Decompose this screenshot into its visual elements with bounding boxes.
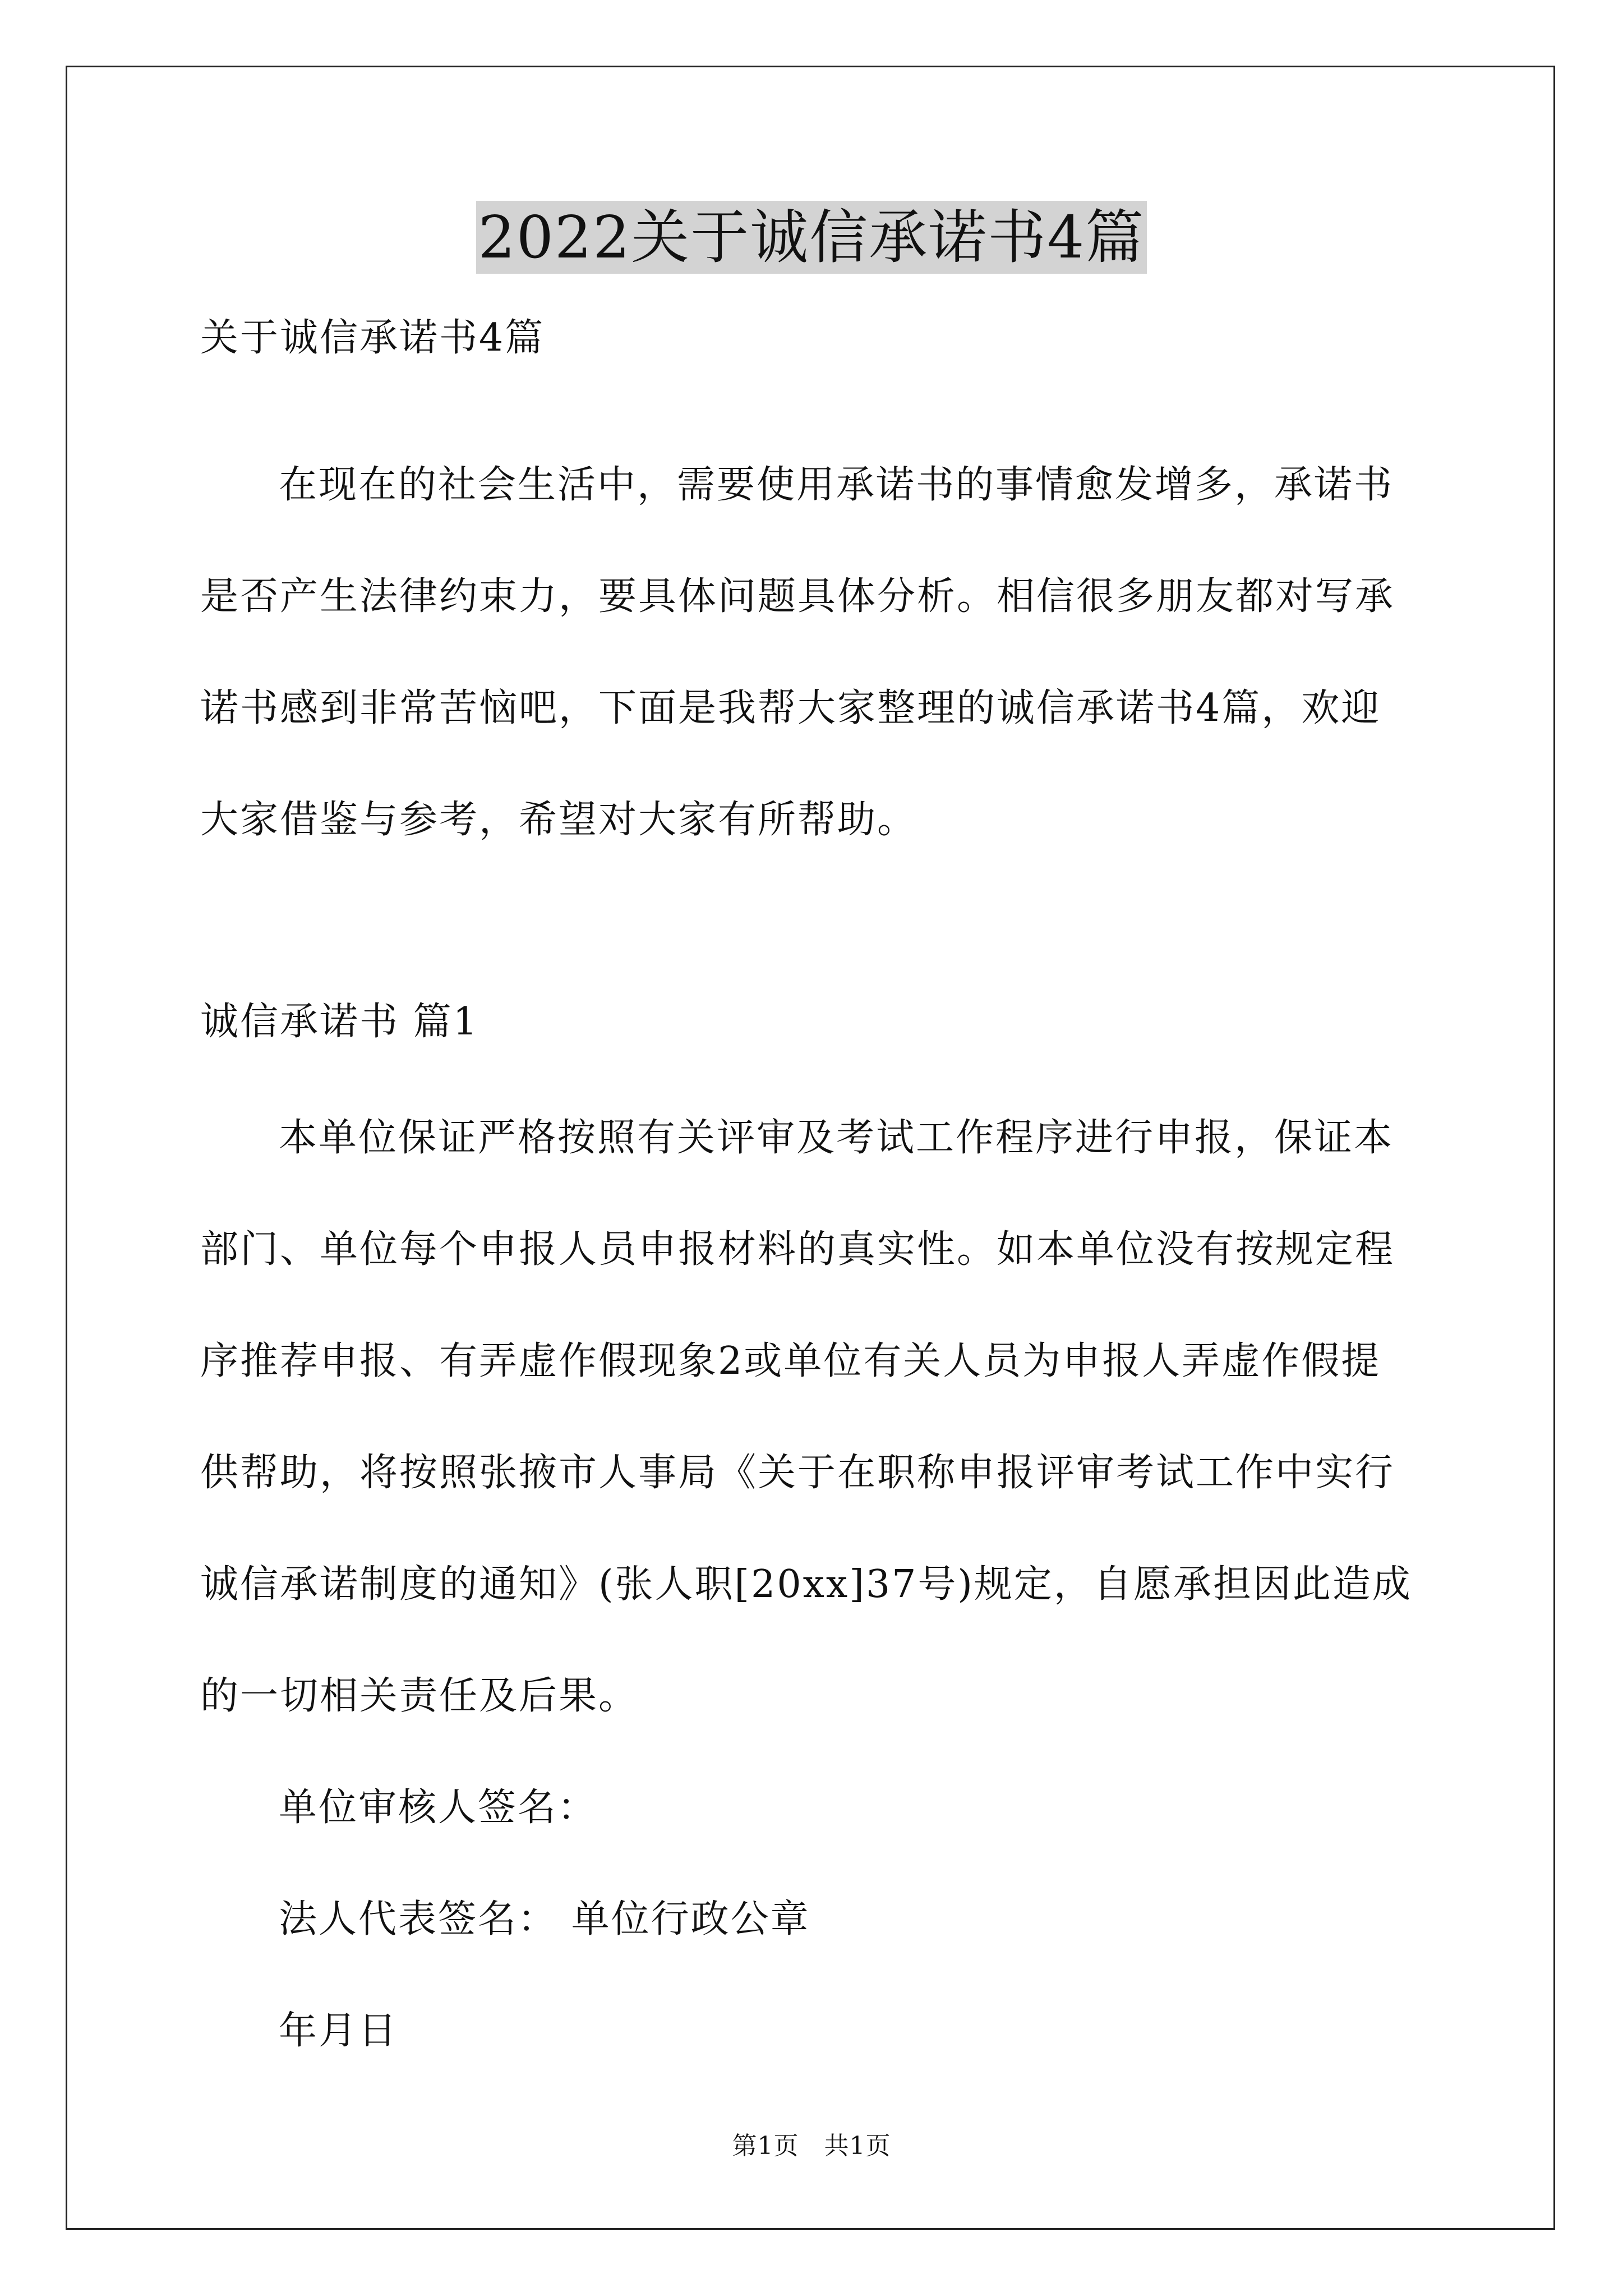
- body-line-5: 诚信承诺制度的通知》(张人职[20xx]37号)规定，自愿承担因此造成: [200, 1562, 1412, 1607]
- section-heading: 诚信承诺书 篇1: [200, 1000, 479, 1044]
- body-line-1: 本单位保证严格按照有关评审及考试工作程序进行申报，保证本: [279, 1116, 1394, 1160]
- body-line-2: 部门、单位每个申报人员申报材料的真实性。如本单位没有按规定程: [200, 1227, 1395, 1272]
- title-container: [0, 201, 1623, 274]
- body-line-3: 序推荐申报、有弄虚作假现象2或单位有关人员为申报人弄虚作假提: [200, 1339, 1381, 1383]
- page-footer: 第1页 共1页: [732, 2132, 891, 2160]
- document-title: 2022关于诚信承诺书4篇: [476, 201, 1147, 274]
- document-subtitle: 关于诚信承诺书4篇: [200, 316, 545, 360]
- date-line: 年月日: [279, 2009, 399, 2053]
- reviewer-signature-line: 单位审核人签名：: [279, 1786, 598, 1830]
- intro-line-3: 诺书感到非常苦恼吧，下面是我帮大家整理的诚信承诺书4篇，欢迎: [200, 686, 1381, 730]
- body-line-6: 的一切相关责任及后果。: [200, 1674, 639, 1718]
- body-line-4: 供帮助，将按照张掖市人事局《关于在职称申报评审考试工作中实行: [200, 1451, 1395, 1495]
- legal-representative-signature-line: 法人代表签名： 单位行政公章: [279, 1897, 810, 1941]
- intro-line-4: 大家借鉴与参考，希望对大家有所帮助。: [200, 798, 917, 842]
- intro-line-2: 是否产生法律约束力，要具体问题具体分析。相信很多朋友都对写承: [200, 574, 1395, 619]
- intro-line-1: 在现在的社会生活中，需要使用承诺书的事情愈发增多，承诺书: [279, 463, 1394, 507]
